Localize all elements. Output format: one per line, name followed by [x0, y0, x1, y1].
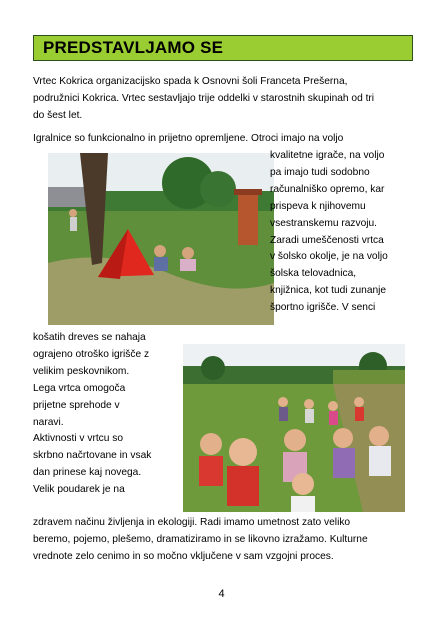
children-walking-photo: [183, 344, 405, 512]
text-line: ograjeno otroško igrišče z: [33, 348, 150, 360]
heading-text: PREDSTAVLJAMO SE: [43, 38, 224, 57]
text-line: knjižnica, kot tudi zunanje: [270, 285, 387, 297]
rooms-paragraph-left-column: [33, 330, 173, 499]
intro-paragraph: [33, 74, 409, 125]
text-line: košatih dreves se nahaja: [33, 332, 146, 343]
text-line: velikim peskovnikom.: [33, 365, 130, 377]
text-line: do šest let.: [33, 109, 83, 121]
text-line: v šolsko okolje, je na voljo: [270, 251, 388, 263]
text-line: Vrtec Kokrica organizacijsko spada k Osnovni šoli Franceta Prešerna,: [33, 76, 348, 87]
text-line: naravi.: [33, 416, 64, 428]
text-line: računalniško opremo, kar: [270, 183, 385, 195]
text-line: zdravem načinu življenja in ekologiji. Radi imamo umetnost zato veliko: [33, 517, 351, 528]
rooms-paragraph-right-column: [270, 148, 410, 317]
text-line: Igralnice so funkcionalno in prijetno opremljene. Otroci imajo na voljo: [33, 133, 344, 144]
text-line: kvalitetne igrače, na voljo: [270, 150, 385, 161]
playground-photo: [48, 153, 274, 325]
text-line: vsestranskemu razvoju.: [270, 217, 378, 229]
text-line: pa imajo tudi sodobno: [270, 166, 370, 178]
closing-paragraph: [33, 515, 409, 566]
text-line: športno igrišče. V senci: [270, 302, 376, 314]
rooms-paragraph-first-line: [33, 131, 409, 148]
text-line: dan prinese kaj novega.: [33, 467, 142, 479]
text-line: Lega vrtca omogoča: [33, 382, 126, 394]
text-line: podružnici Kokrica. Vrtec sestavljajo trije oddelki v starostnih skupinah od tri: [33, 92, 375, 104]
page-number: 4: [218, 588, 225, 600]
text-line: Velik poudarek je na: [33, 484, 125, 496]
text-line: Aktivnosti v vrtcu so: [33, 433, 124, 445]
text-line: skrbno načrtovane in vsak: [33, 450, 152, 462]
text-line: beremo, pojemo, plešemo, dramatiziramo in se likovno izražamo. Kulturne: [33, 533, 368, 545]
text-line: prijetne sprehode v: [33, 399, 120, 411]
text-line: Zaradi umeščenosti vrtca: [270, 234, 384, 246]
text-line: vrednote zelo cenimo in so močno vključene v sam vzgojni proces.: [33, 550, 334, 562]
text-line: šolska telovadnica,: [270, 268, 357, 280]
text-line: prispeva k njihovemu: [270, 200, 366, 212]
section-heading: [33, 35, 413, 61]
